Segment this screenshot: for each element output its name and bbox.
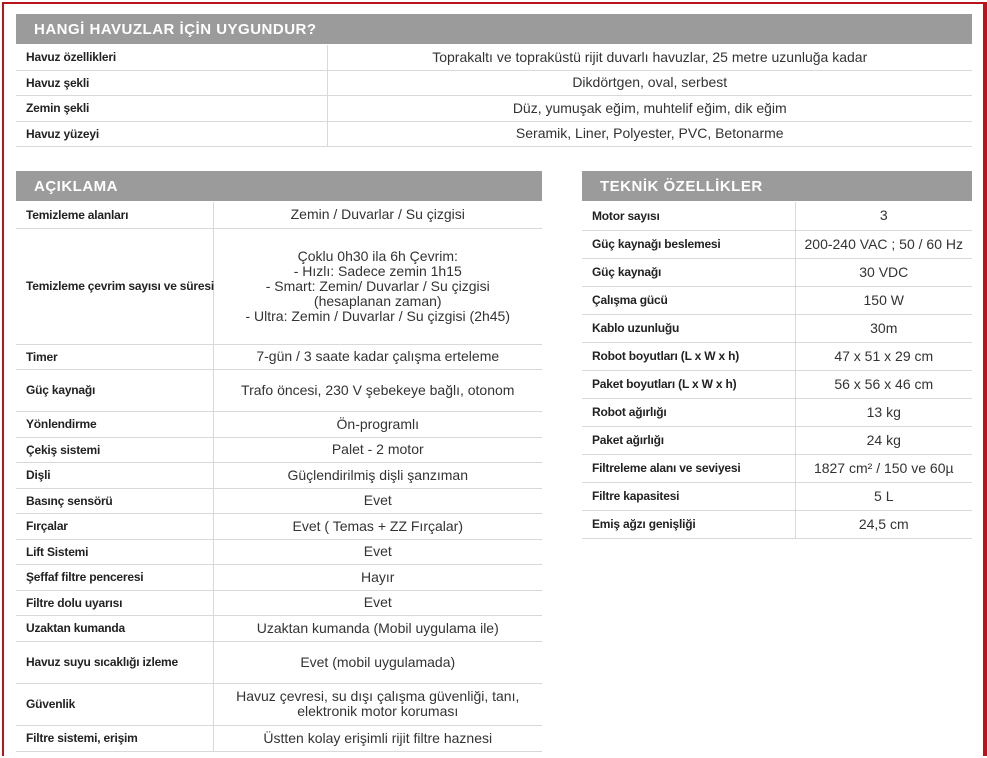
row-value: Seramik, Liner, Polyester, PVC, Betonarme <box>327 121 972 146</box>
table-row <box>16 488 542 513</box>
row-label: Timer <box>16 344 213 369</box>
row-value: Ön-programlı <box>213 411 542 437</box>
row-value: Uzaktan kumanda (Mobil uygulama ile) <box>213 615 542 641</box>
row-label: Güvenlik <box>16 683 213 725</box>
row-label: Güç kaynağı <box>16 369 213 411</box>
row-label: Robot ağırlığı <box>582 398 795 426</box>
table-row <box>16 45 972 70</box>
row-label: Havuz şekli <box>16 70 327 95</box>
row-label: Temizleme çevrim sayısı ve süresi <box>16 228 213 344</box>
row-label: Lift Sistemi <box>16 539 213 564</box>
table-row <box>16 70 972 95</box>
row-value: Düz, yumuşak eğim, muhtelif eğim, dik eğim <box>327 95 972 121</box>
table-row <box>582 426 972 454</box>
row-label: Basınç sensörü <box>16 488 213 513</box>
row-value: 30 VDC <box>795 258 972 286</box>
table-row <box>16 369 542 411</box>
row-value: 56 x 56 x 46 cm <box>795 370 972 398</box>
row-value: Üstten kolay erişimli rijit filtre haznesi <box>213 725 542 751</box>
table-row <box>16 411 542 437</box>
table-row <box>582 482 972 510</box>
row-value: Güçlendirilmiş dişli şanzıman <box>213 462 542 488</box>
row-label: Havuz suyu sıcaklığı izleme <box>16 641 213 683</box>
row-label: Temizleme alanları <box>16 202 213 228</box>
row-label: Paket ağırlığı <box>582 426 795 454</box>
row-label: Emiş ağzı genişliği <box>582 510 795 538</box>
row-value: 24,5 cm <box>795 510 972 538</box>
row-value: 3 <box>795 202 972 230</box>
table-row <box>582 510 972 538</box>
technical-section-title: TEKNİK ÖZELLİKLER <box>582 171 972 201</box>
row-label: Havuz yüzeyi <box>16 121 327 146</box>
pool-suitability-table <box>16 45 972 147</box>
row-value: 30m <box>795 314 972 342</box>
table-row <box>582 230 972 258</box>
row-value: Toprakaltı ve topraküstü rijit duvarlı havuzlar, 25 metre uzunluğa kadar <box>327 45 972 70</box>
row-value: Çoklu 0h30 ila 6h Çevrim: - Hızlı: Sadece zemin 1h15 - Smart: Zemin/ Duvarlar / Su çizgisi (hesaplanan zaman) - Ultra: Zemin / Duvarlar / Su çizgisi (2h45) <box>213 228 542 344</box>
table-row <box>16 564 542 590</box>
table-row <box>16 462 542 488</box>
table-row <box>16 202 542 228</box>
table-row <box>582 454 972 482</box>
row-value: 24 kg <box>795 426 972 454</box>
table-row <box>16 539 542 564</box>
row-value: Hayır <box>213 564 542 590</box>
table-row <box>582 342 972 370</box>
row-label: Filtre dolu uyarısı <box>16 590 213 615</box>
row-label: Filtre sistemi, erişim <box>16 725 213 751</box>
table-row <box>582 370 972 398</box>
row-value: Havuz çevresi, su dışı çalışma güvenliği, tanı, elektronik motor koruması <box>213 683 542 725</box>
table-row <box>16 615 542 641</box>
technical-specs-table <box>582 202 972 539</box>
row-value: Evet ( Temas + ZZ Fırçalar) <box>213 513 542 539</box>
row-value: Dikdörtgen, oval, serbest <box>327 70 972 95</box>
table-row <box>16 513 542 539</box>
row-label: Filtreleme alanı ve seviyesi <box>582 454 795 482</box>
row-label: Uzaktan kumanda <box>16 615 213 641</box>
row-label: Fırçalar <box>16 513 213 539</box>
description-section-title: AÇIKLAMA <box>16 171 542 201</box>
row-label: Paket boyutları (L x W x h) <box>582 370 795 398</box>
row-value: Evet <box>213 539 542 564</box>
row-value: 150 W <box>795 286 972 314</box>
row-value: Evet <box>213 590 542 615</box>
table-row <box>16 121 972 146</box>
table-row <box>16 641 542 683</box>
row-label: Güç kaynağı beslemesi <box>582 230 795 258</box>
row-label: Yönlendirme <box>16 411 213 437</box>
row-label: Çekiş sistemi <box>16 437 213 462</box>
table-row <box>582 258 972 286</box>
table-row <box>16 683 542 725</box>
table-row <box>16 590 542 615</box>
row-label: Kablo uzunluğu <box>582 314 795 342</box>
row-value: 47 x 51 x 29 cm <box>795 342 972 370</box>
row-label: Şeffaf filtre penceresi <box>16 564 213 590</box>
row-label: Filtre kapasitesi <box>582 482 795 510</box>
row-value: 7-gün / 3 saate kadar çalışma erteleme <box>213 344 542 369</box>
table-row <box>582 314 972 342</box>
row-value: 13 kg <box>795 398 972 426</box>
row-label: Zemin şekli <box>16 95 327 121</box>
table-row <box>582 202 972 230</box>
row-label: Robot boyutları (L x W x h) <box>582 342 795 370</box>
row-value: Palet - 2 motor <box>213 437 542 462</box>
table-row <box>582 286 972 314</box>
row-label: Havuz özellikleri <box>16 45 327 70</box>
pool-section-title: HANGİ HAVUZLAR İÇİN UYGUNDUR? <box>16 14 972 44</box>
table-row <box>582 398 972 426</box>
table-row <box>16 95 972 121</box>
table-row <box>16 725 542 751</box>
row-label: Motor sayısı <box>582 202 795 230</box>
row-value: Evet (mobil uygulamada) <box>213 641 542 683</box>
table-row <box>16 437 542 462</box>
row-value: 1827 cm² / 150 ve 60µ <box>795 454 972 482</box>
table-row <box>16 344 542 369</box>
row-label: Güç kaynağı <box>582 258 795 286</box>
description-table <box>16 202 542 752</box>
table-row <box>16 228 542 344</box>
row-value: Evet <box>213 488 542 513</box>
row-value: 5 L <box>795 482 972 510</box>
row-label: Çalışma gücü <box>582 286 795 314</box>
row-value: Trafo öncesi, 230 V şebekeye bağlı, otonom <box>213 369 542 411</box>
row-label: Dişli <box>16 462 213 488</box>
row-value: 200-240 VAC ; 50 / 60 Hz <box>795 230 972 258</box>
row-value: Zemin / Duvarlar / Su çizgisi <box>213 202 542 228</box>
